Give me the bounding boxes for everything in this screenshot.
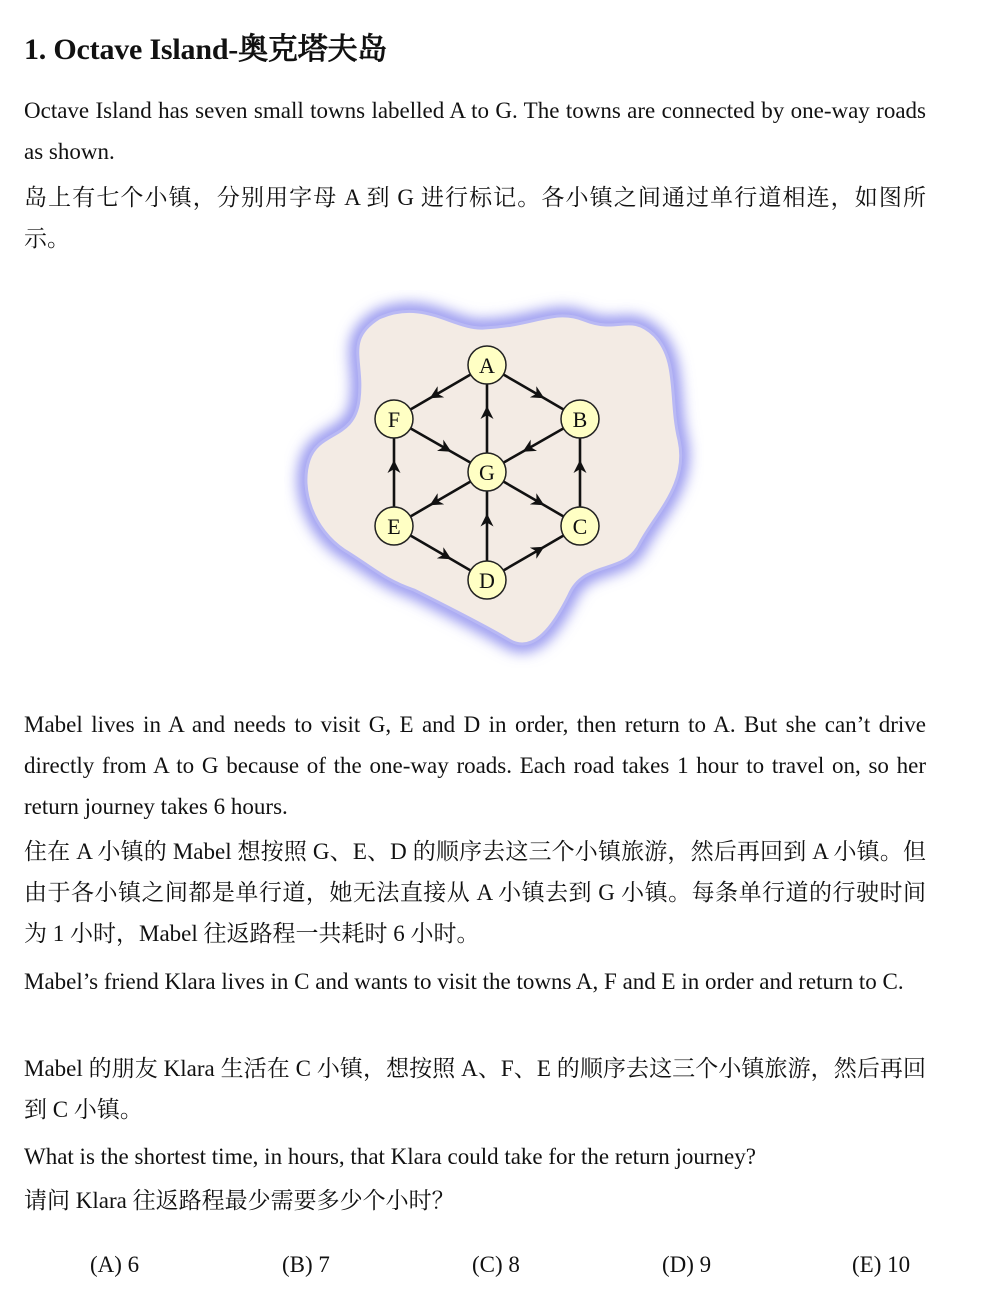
town-label: D <box>479 568 495 593</box>
island-map <box>284 290 704 670</box>
town-e <box>375 507 413 545</box>
town-label: A <box>479 353 495 378</box>
island-map-figure <box>284 290 704 670</box>
choice-a[interactable]: (A) 6 <box>90 1252 140 1277</box>
intro-chinese: 岛上有七个小镇，分别用字母 A 到 G 进行标记。各小镇之间通过单行道相连，如图所示。 <box>24 185 926 251</box>
town-g <box>468 453 506 491</box>
choice-d[interactable]: (D) 9 <box>662 1252 712 1277</box>
town-a <box>468 346 506 384</box>
question-chinese: 请问 Klara 往返路程最少需要多少个小时？ <box>24 1188 455 1213</box>
mabel-chinese: 住在 A 小镇的 Mabel 想按照 G、E、D 的顺序去这三个小镇旅游，然后再回到 A 小镇。但由于各小镇之间都是单行道，她无法直接从 A 小镇去到 G 小镇。每条单行道的行驶时间为 1 小时，Mabel 往返路程一共耗时 6 小时。 <box>24 839 926 946</box>
klara-chinese: Mabel 的朋友 Klara 生活在 C 小镇，想按照 A、F、E 的顺序去这三个小镇旅游，然后再回到 C 小镇。 <box>24 1056 926 1122</box>
town-label: B <box>572 407 588 432</box>
town-label: F <box>387 407 401 432</box>
mabel-english: Mabel lives in A and needs to visit G, E and D in order, then return to A. But she can’t drive directly from A to G because of the one-way roads. Each road takes 1 hour to travel on, so her return journey takes 6 hours. <box>24 712 926 819</box>
question-english: What is the shortest time, in hours, that Klara could take for the return journey? <box>24 1144 756 1169</box>
choice-e[interactable]: (E) 10 <box>852 1252 911 1277</box>
choice-c[interactable]: (C) 8 <box>472 1252 520 1277</box>
question-title: 1. Octave Island-奥克塔夫岛 <box>24 33 388 66</box>
town-f <box>375 400 413 438</box>
choice-b[interactable]: (B) 7 <box>282 1252 330 1277</box>
town-label: G <box>479 460 495 485</box>
answer-choices <box>24 1252 954 1292</box>
town-b <box>561 400 599 438</box>
town-c <box>561 507 599 545</box>
town-label: E <box>387 514 401 539</box>
klara-english: Mabel’s friend Klara lives in C and wants to visit the towns A, F and E in order and return to C. <box>24 969 904 994</box>
town-label: C <box>572 514 588 539</box>
town-d <box>468 561 506 599</box>
intro-english: Octave Island has seven small towns labelled A to G. The towns are connected by one-way roads as shown. <box>24 98 926 164</box>
